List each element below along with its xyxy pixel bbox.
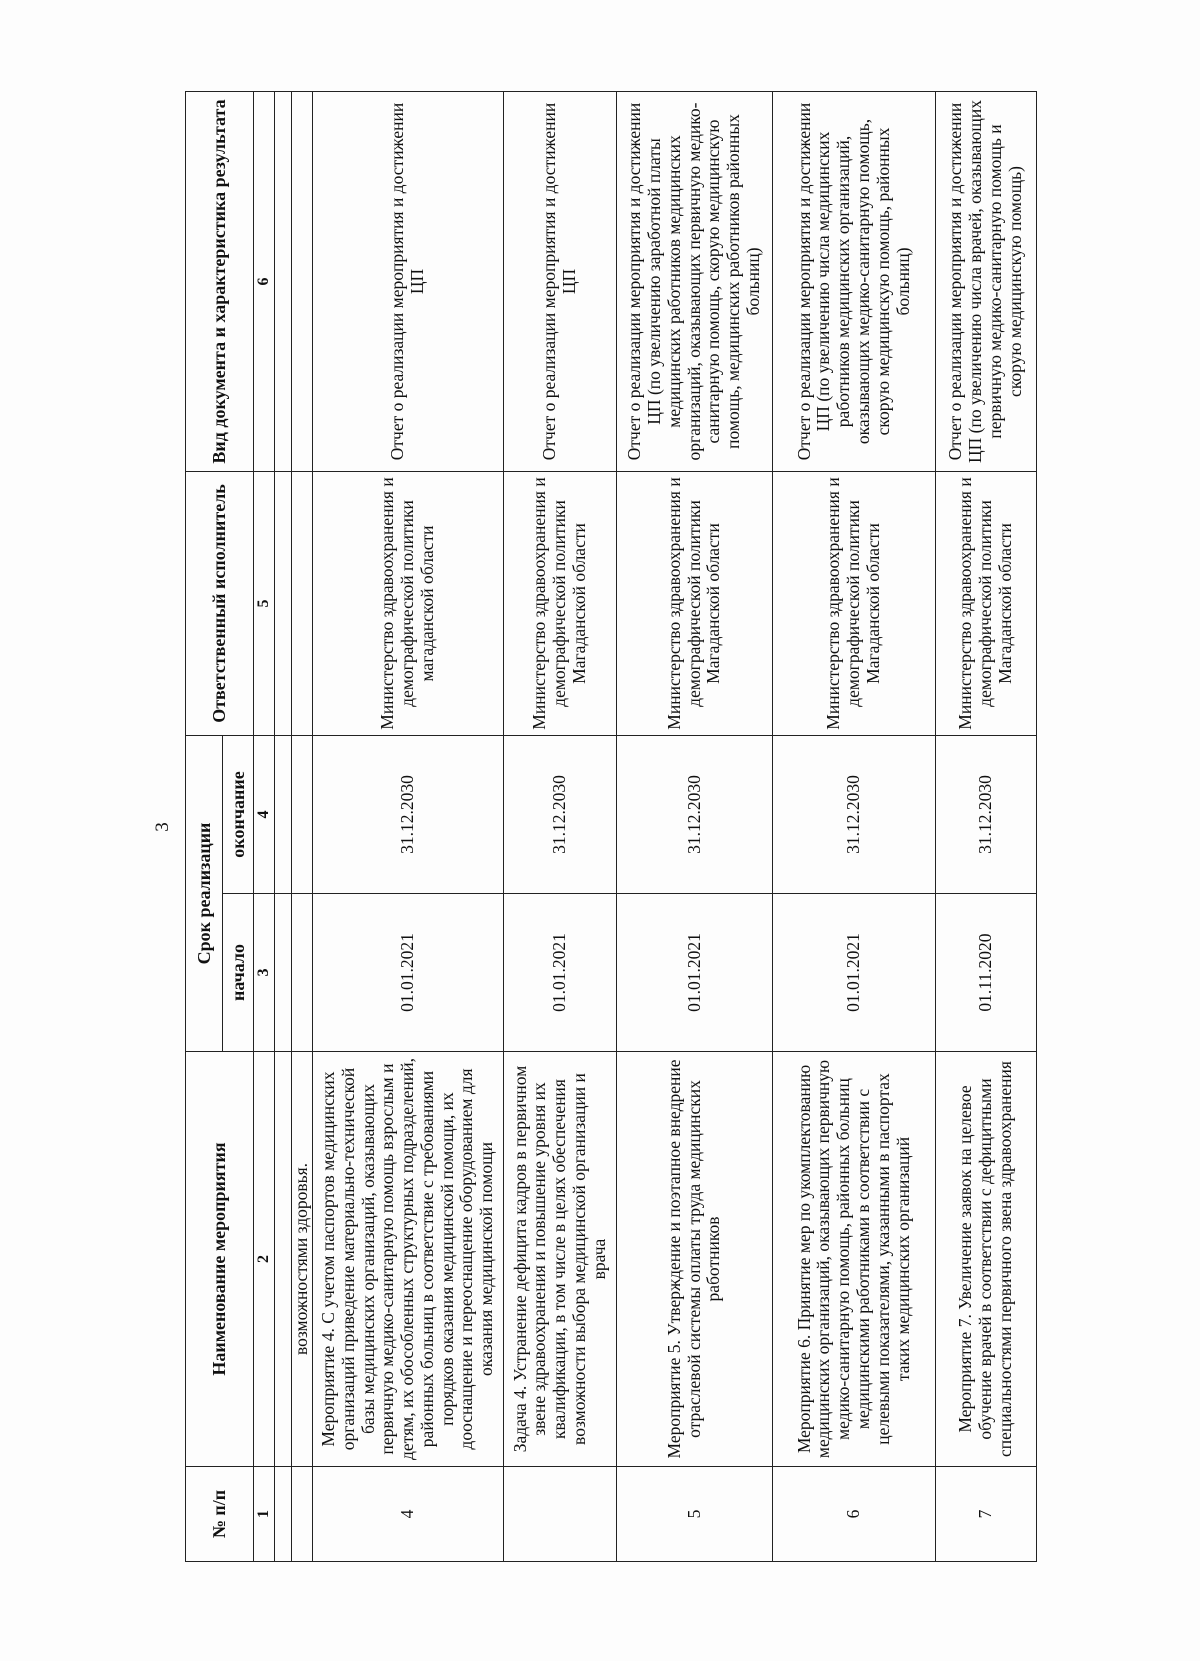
row-result: Отчет о реализации мероприятия и достижении ЦП	[313, 91, 504, 471]
row-executor: Министерство здравоохранения и демографической политики магаданской области	[313, 471, 504, 735]
row-start: 01.01.2021	[617, 894, 773, 1052]
row-executor: Министерство здравоохранения и демографической политики Магаданской области	[936, 471, 1037, 735]
table-row	[773, 91, 936, 1561]
row-name: Мероприятие 6. Принятие мер по укомплектованию медицинских организаций, оказывающих первичную медико-санитарную помощь, районных больниц медицинскими работниками в соответствии с целевыми показателями, указанными в паспортах таких медицинских организаций	[773, 1052, 936, 1467]
row-num: 6	[773, 1467, 936, 1562]
row-num: 4	[313, 1467, 504, 1562]
header-executor: Ответственный исполнитель	[186, 471, 254, 735]
row-name: Задача 4. Устранение дефицита кадров в первичном звене здравоохранения и повышение уровня их квалификации, в том числе в целях обеспечения возможности выбора медицинской организации и врача	[504, 1052, 617, 1467]
column-number: 6	[254, 91, 275, 471]
continuation-text: возможностями здоровья.	[292, 1052, 313, 1467]
rotated-content	[145, 92, 1165, 1562]
row-executor: Министерство здравоохранения и демографической политики Магаданской области	[504, 471, 617, 735]
row-end: 31.12.2030	[504, 735, 617, 893]
row-name: Мероприятие 7. Увеличение заявок на целевое обучение врачей в соответствии с дефицитными специальностями первичного звена здравоохранения	[936, 1052, 1037, 1467]
column-number: 4	[254, 735, 275, 893]
row-num	[504, 1467, 617, 1562]
column-number: 2	[254, 1052, 275, 1467]
spacer-row	[275, 91, 292, 1561]
row-end: 31.12.2030	[936, 735, 1037, 893]
table-row	[504, 91, 617, 1561]
row-result: Отчет о реализации мероприятия и достижении ЦП	[504, 91, 617, 471]
header-start: начало	[223, 894, 254, 1052]
header-period: Срок реализации	[186, 735, 223, 1051]
continuation-row	[292, 91, 313, 1561]
row-result: Отчет о реализации мероприятия и достижении ЦП (по увеличению заработной платы медицинских работников медицинских организаций, оказывающих первичную медико-санитарную помощь, скорую медицинскую помощь, медицинских работников районных больниц)	[617, 91, 773, 471]
header-end: окончание	[223, 735, 254, 893]
row-start: 01.01.2021	[504, 894, 617, 1052]
row-start: 01.01.2021	[313, 894, 504, 1052]
table-row	[313, 91, 504, 1561]
header-result: Вид документа и характеристика результата	[186, 91, 254, 471]
row-executor: Министерство здравоохранения и демографической политики Магаданской области	[617, 471, 773, 735]
row-start: 01.01.2021	[773, 894, 936, 1052]
row-end: 31.12.2030	[313, 735, 504, 893]
column-number: 1	[254, 1467, 275, 1562]
row-result: Отчет о реализации мероприятия и достижении ЦП (по увеличению числа врачей, оказывающих первичную медико-санитарную помощь и скорую медицинскую помощь)	[936, 91, 1037, 471]
activities-table	[185, 91, 1037, 1562]
table-row	[936, 91, 1037, 1561]
row-name: Мероприятие 4. С учетом паспортов медицинских организаций приведение материально-технической базы медицинских организаций, оказывающих первичную медико-санитарную помощь взрослым и детям, их обособленных структурных подразделений, районных больниц в соответствие с требованиями порядков оказания медицинской помощи, их дооснащение и переоснащение оборудованием для оказания медицинской помощи	[313, 1052, 504, 1467]
row-executor: Министерство здравоохранения и демографической политики Магаданской области	[773, 471, 936, 735]
row-num: 7	[936, 1467, 1037, 1562]
row-start: 01.11.2020	[936, 894, 1037, 1052]
row-num: 5	[617, 1467, 773, 1562]
column-number: 5	[254, 471, 275, 735]
row-name: Мероприятие 5. Утверждение и поэтапное внедрение отраслевой системы оплаты труда медицинских работников	[617, 1052, 773, 1467]
table-row	[617, 91, 773, 1561]
column-number: 3	[254, 894, 275, 1052]
page-number: 3	[152, 822, 173, 832]
row-end: 31.12.2030	[617, 735, 773, 893]
row-end: 31.12.2030	[773, 735, 936, 893]
row-result: Отчет о реализации мероприятия и достижении ЦП (по увеличению числа медицинских работников медицинских организаций, оказывающих медико-санитарную помощь, скорую медицинскую помощь, районных больниц)	[773, 91, 936, 471]
header-num: № п/п	[186, 1467, 254, 1562]
header-name: Наименование мероприятия	[186, 1052, 254, 1467]
